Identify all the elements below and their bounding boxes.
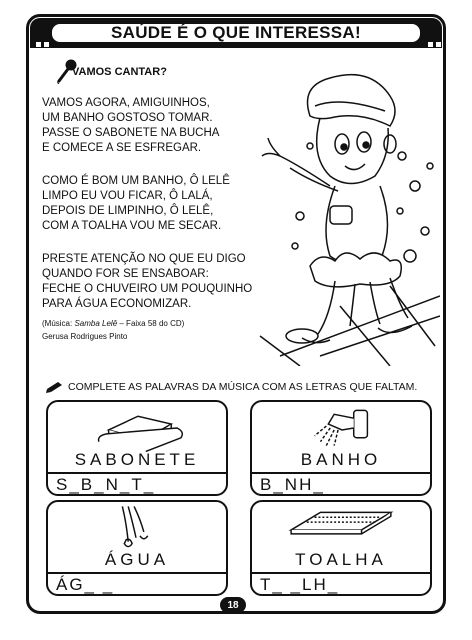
stanza-1 (42, 96, 219, 156)
word-card-toalha (250, 500, 432, 596)
towel-icon (252, 502, 430, 552)
child-bathing-illustration (240, 56, 440, 366)
verse-line: QUANDO FOR SE ENSABOAR: (42, 268, 209, 280)
card-word: SABONETE (74, 450, 200, 469)
verse-line: VAMOS AGORA, AMIGUINHOS, (42, 97, 210, 109)
credit-song-name: Samba Lelê (74, 319, 118, 328)
instruction (46, 381, 417, 393)
verse-line: UM BANHO GOSTOSO TOMAR. (42, 112, 213, 124)
verse-line: DEPOIS DE LIMPINHO, Ô LELÊ, (42, 205, 214, 217)
word-card-banho (250, 400, 432, 496)
verse-line: FECHE O CHUVEIRO UM POUQUINHO (42, 283, 253, 295)
verse-line: LIMPO EU VOU FICAR, Ô LALÁ, (42, 190, 213, 202)
film-holes-left (36, 42, 49, 47)
shower-icon (252, 402, 430, 452)
song-credit (42, 317, 184, 343)
verse-line: COMO É BOM UM BANHO, Ô LELÊ (42, 175, 230, 187)
card-blank[interactable]: T_ _LH_ (252, 572, 430, 596)
card-blank[interactable]: ÁG_ _ (48, 572, 226, 596)
card-word: TOALHA (295, 550, 387, 569)
word-card-sabonete (46, 400, 228, 496)
card-blank[interactable]: S_B_N_T_ (48, 472, 226, 496)
verse-line: PARA ÁGUA ECONOMIZAR. (42, 298, 192, 310)
card-word: BANHO (300, 450, 382, 469)
page-number: 18 (220, 597, 246, 613)
verse-line: COM A TOALHA VOU ME SECAR. (42, 220, 222, 232)
instruction-text: COMPLETE AS PALAVRAS DA MÚSICA COM AS LETRAS QUE FALTAM. (68, 381, 418, 393)
film-holes-right (428, 42, 441, 47)
credit-suffix: – Faixa 58 do CD) (117, 319, 185, 328)
credit-prefix: (Música: (42, 319, 75, 328)
verse-line: PRESTE ATENÇÃO NO QUE EU DIGO (42, 253, 246, 265)
pencil-icon (46, 381, 64, 393)
verse-line: E COMECE A SE ESFREGAR. (42, 142, 202, 154)
credit-author: Gerusa Rodrigues Pinto (42, 332, 128, 341)
song-heading: VAMOS CANTAR? (72, 66, 167, 78)
page-title: SAÚDE É O QUE INTERESSA! (50, 22, 422, 44)
verse-line: PASSE O SABONETE NA BUCHA (42, 127, 220, 139)
stanza-2 (42, 174, 230, 234)
word-card-agua (46, 500, 228, 596)
card-blank[interactable]: B_NH_ (252, 472, 430, 496)
water-drop-icon (48, 502, 226, 552)
stanza-3 (42, 252, 252, 312)
soap-icon (48, 402, 226, 452)
card-word: ÁGUA (104, 550, 170, 569)
